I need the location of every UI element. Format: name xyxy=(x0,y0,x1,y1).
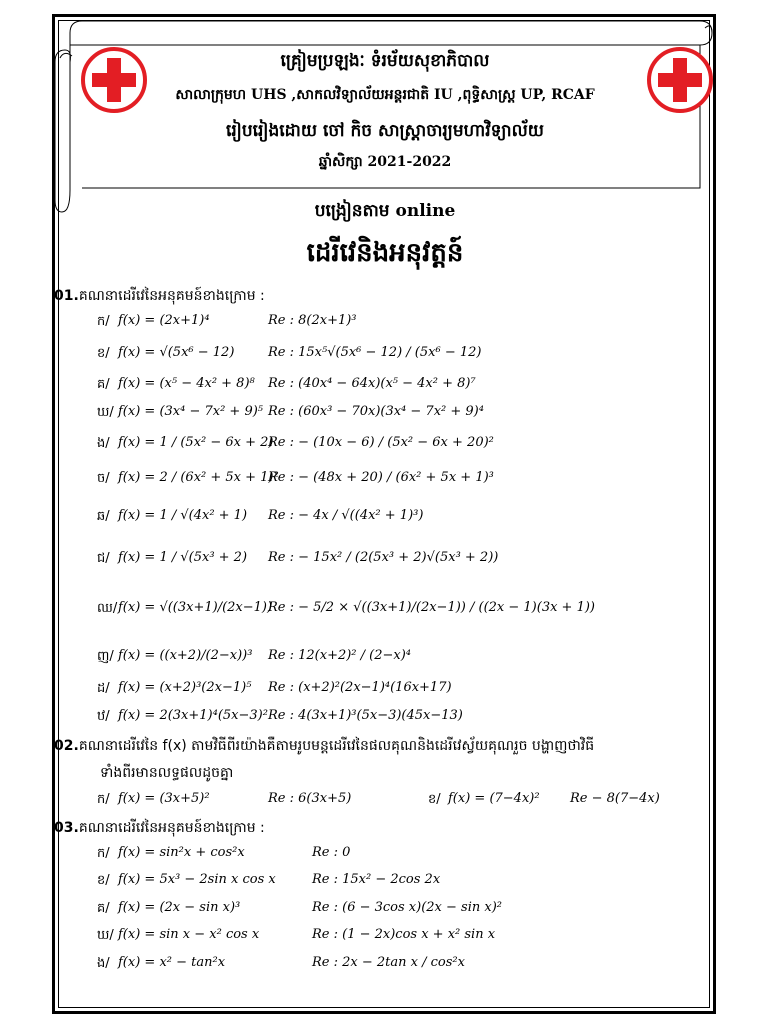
item-label: គ/ xyxy=(97,377,110,392)
item-label: ដ/ xyxy=(97,681,110,696)
question-number: 03. xyxy=(54,820,79,836)
question-03 xyxy=(54,818,265,839)
answer-expression: Re : (40x⁴ − 64x)(x⁵ − 4x² + 8)⁷ xyxy=(268,376,476,391)
function-expression: f(x) = (3x+5)² xyxy=(118,791,210,806)
function-expression: f(x) = 1 / √(4x² + 1) xyxy=(118,508,248,523)
function-expression: f(x) = x² − tan²x xyxy=(118,955,226,970)
answer-expression: Re : (6 − 3cos x)(2x − sin x)² xyxy=(312,900,502,915)
question-02-prompt-line2: ទាំងពីរមានលទ្ធផលដូចគ្នា xyxy=(100,765,234,781)
item-label: គ/ xyxy=(97,901,110,916)
header-line-2: សាលាក្រុមហ UHS ,សាកលវិទ្យាល័យអន្តរជាតិ IU ,ពុទ្ធិសាស្ត្រ UP, RCAF xyxy=(175,87,595,103)
answer-expression: Re : 2x − 2tan x / cos²x xyxy=(312,955,465,970)
function-expression: f(x) = √((3x+1)/(2x−1)) xyxy=(118,600,273,615)
question-number: 02. xyxy=(54,738,79,754)
answer-expression: Re − 8(7−4x) xyxy=(570,791,660,806)
red-cross-left-icon xyxy=(80,46,148,114)
function-expression: f(x) = √(5x⁶ − 12) xyxy=(118,345,235,360)
item-label: ឃ/ xyxy=(97,405,114,420)
function-expression: f(x) = (3x⁴ − 7x² + 9)⁵ xyxy=(118,404,264,419)
function-expression: f(x) = (x⁵ − 4x² + 8)⁸ xyxy=(118,376,255,391)
item-label: ញ/ xyxy=(97,649,114,664)
item-label: ក/ xyxy=(97,314,110,329)
question-01 xyxy=(54,286,265,307)
item-label: ក/ xyxy=(97,846,110,861)
answer-expression: Re : − (10x − 6) / (5x² − 6x + 20)² xyxy=(268,435,494,450)
function-expression: f(x) = (2x+1)⁴ xyxy=(118,313,210,328)
function-expression: f(x) = 1 / (5x² − 6x + 2) xyxy=(118,435,274,450)
function-expression: f(x) = ((x+2)/(2−x))³ xyxy=(118,648,253,663)
header-line-4 xyxy=(150,152,620,173)
answer-expression: Re : 15x⁵√(5x⁶ − 12) / (5x⁶ − 12) xyxy=(268,345,482,360)
answer-expression: Re : (60x³ − 70x)(3x⁴ − 7x² + 9)⁴ xyxy=(268,404,484,419)
page-title: ដេរីវេនិងអនុវត្តន៍ xyxy=(306,238,464,268)
answer-expression: Re : − 5/2 × √((3x+1)/(2x−1)) / ((2x − 1)(3x + 1)) xyxy=(268,600,595,615)
answer-expression: Re : 12(x+2)² / (2−x)⁴ xyxy=(268,648,412,663)
answer-expression: Re : 6(3x+5) xyxy=(268,791,352,806)
item-label: ឈ/ xyxy=(97,601,118,616)
answer-expression: Re : − 4x / √((4x² + 1)³) xyxy=(268,508,424,523)
function-expression: f(x) = sin x − x² cos x xyxy=(118,927,260,942)
function-expression: f(x) = 5x³ − 2sin x cos x xyxy=(118,872,276,887)
red-cross-right-icon xyxy=(646,46,714,114)
answer-expression: Re : (x+2)²(2x−1)⁴(16x+17) xyxy=(268,680,452,695)
item-label: ក/ xyxy=(97,792,110,807)
item-label: ខ/ xyxy=(97,873,110,888)
item-label: ឋ/ xyxy=(97,709,110,724)
question-prompt: គណនាដេរីវេនៃអនុគមន៍ខាងក្រោម : xyxy=(78,820,265,836)
question-prompt: គណនាដេរីវេនៃ f(x) តាមវិធីពីរយ៉ាងគឺតាមរូបមន្តដេរីវេនៃផលគុណនិងដេរីវេស្វ័យគុណរួច បង្ហាញថាវិធី xyxy=(78,738,595,754)
item-label: ខ/ xyxy=(428,792,441,807)
answer-expression: Re : (1 − 2x)cos x + x² sin x xyxy=(312,927,496,942)
academic-year-label: ឆ្នាំសិក្សា xyxy=(318,154,363,170)
function-expression: f(x) = 2 / (6x² + 5x + 1)² xyxy=(118,470,279,485)
answer-expression: Re : 8(2x+1)³ xyxy=(268,313,357,328)
function-expression: f(x) = 1 / √(5x³ + 2) xyxy=(118,550,248,565)
answer-expression: Re : − (48x + 20) / (6x² + 5x + 1)³ xyxy=(268,470,494,485)
item-label: ជ/ xyxy=(97,551,110,566)
function-expression: f(x) = sin²x + cos²x xyxy=(118,845,245,860)
function-expression: f(x) = 2(3x+1)⁴(5x−3)² xyxy=(118,708,268,723)
answer-expression: Re : − 15x² / (2(5x³ + 2)√(5x³ + 2)) xyxy=(268,550,499,565)
item-label: ច/ xyxy=(97,471,110,486)
header-line-1: គ្រៀមប្រឡងៈ ទំរម័យសុខាភិបាល xyxy=(280,51,490,71)
answer-expression: Re : 15x² − 2cos 2x xyxy=(312,872,441,887)
answer-expression: Re : 0 xyxy=(312,845,351,860)
academic-year: 2021-2022 xyxy=(367,154,452,170)
function-expression: f(x) = (x+2)³(2x−1)⁵ xyxy=(118,680,252,695)
item-label: ឆ/ xyxy=(97,509,110,524)
subtitle: បង្រៀនតាម online xyxy=(314,201,456,221)
item-label: ខ/ xyxy=(97,346,110,361)
item-label: ង/ xyxy=(97,956,110,971)
question-prompt: គណនាដេរីវេនៃអនុគមន៍ខាងក្រោម : xyxy=(78,288,265,304)
question-02 xyxy=(54,736,594,757)
question-number: 01. xyxy=(54,288,79,304)
function-expression: f(x) = (2x − sin x)³ xyxy=(118,900,241,915)
function-expression: f(x) = (7−4x)² xyxy=(448,791,540,806)
item-label: ង/ xyxy=(97,436,110,451)
item-label: ឃ/ xyxy=(97,928,114,943)
answer-expression: Re : 4(3x+1)³(5x−3)(45x−13) xyxy=(268,708,463,723)
header-line-3: រៀបរៀងដោយ ចៅ កិច សាស្ត្រាចារ្យមហាវិទ្យាល័យ xyxy=(226,121,544,141)
